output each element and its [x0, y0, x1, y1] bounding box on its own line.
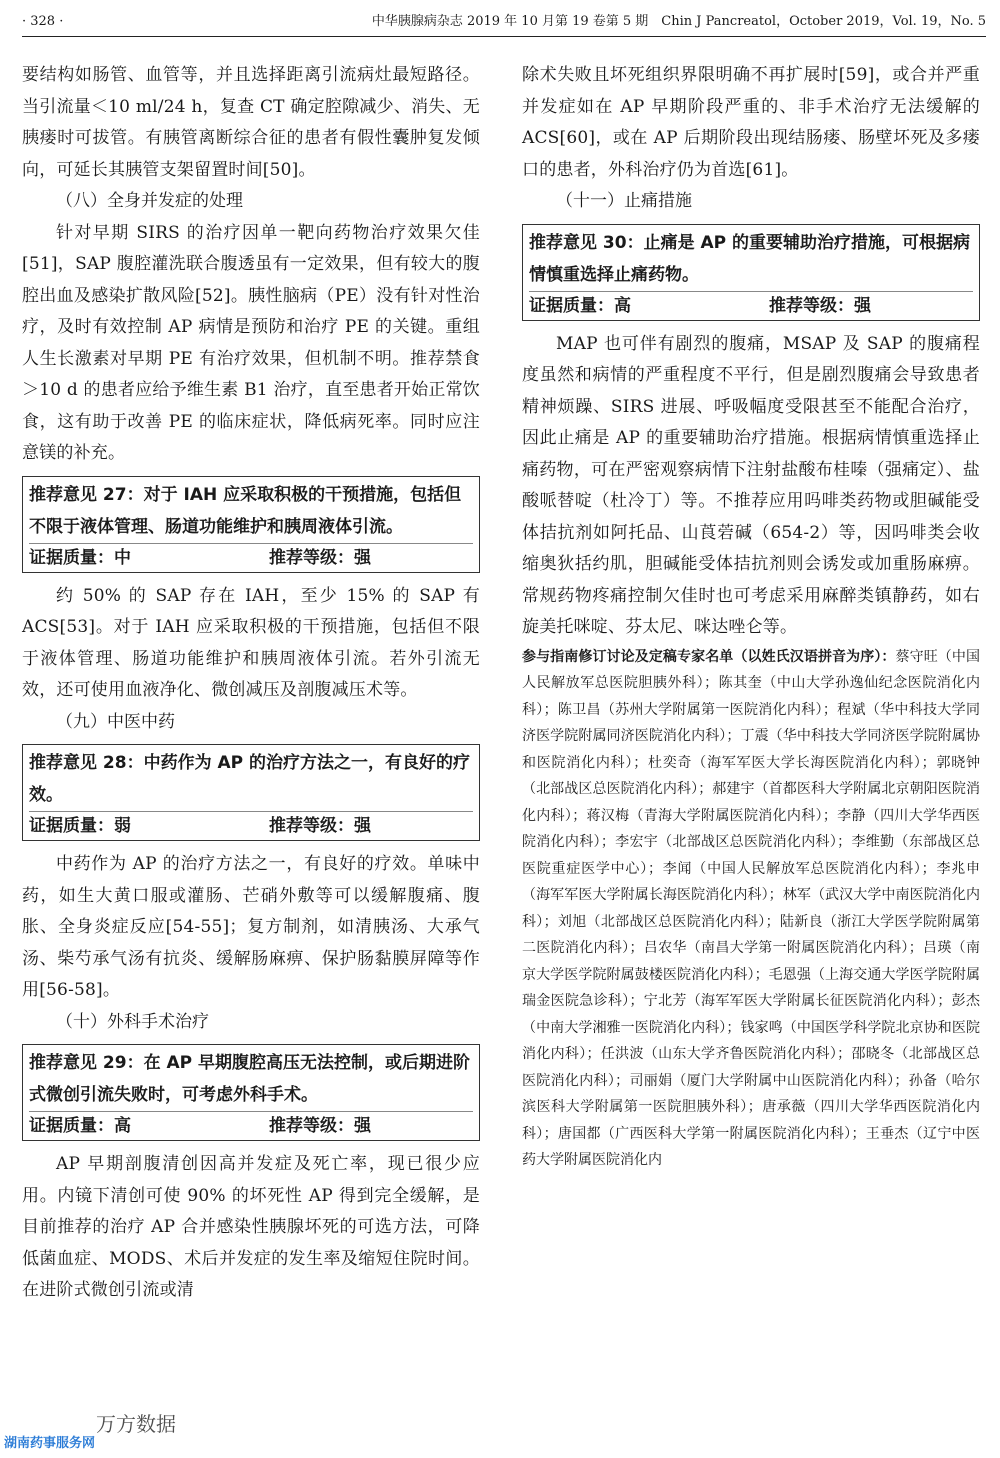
right-column	[522, 60, 980, 1174]
recommendation-footer	[29, 543, 473, 572]
recommendation-footer	[29, 1111, 473, 1140]
running-header	[22, 8, 986, 37]
recommendation-box	[22, 476, 480, 573]
recommendation-box	[22, 744, 480, 841]
recommendation-text: 推荐意见 27：对于 IAH 应采取积极的干预措施，包括但不限于液体管理、肠道功能维护和胰周液体引流。	[29, 484, 462, 537]
recommendation-grade: 推荐等级：强	[269, 816, 371, 836]
site-watermark: 湖南药事服务网	[4, 1436, 96, 1451]
evidence-quality: 证据质量：弱	[29, 816, 131, 836]
section-heading: （九）中医中药	[56, 711, 175, 732]
left-column	[22, 60, 480, 1307]
recommendation-box	[522, 224, 980, 321]
evidence-quality: 证据质量：中	[29, 547, 131, 568]
recommendation-box	[22, 1044, 480, 1141]
recommendation-grade: 推荐等级：强	[269, 547, 371, 568]
section-heading: （十）外科手术治疗	[56, 1011, 209, 1032]
expert-list-body: 蔡守旺（中国人民解放军总医院胆胰外科）；陈其奎（中山大学孙逸仙纪念医院消化内科）；陈卫昌（苏州大学附属第一医院消化内科）；程斌（华中科技大学同济医学院附属同济医院消化内科）；丁震（华中科技大学同济医学院附属协和医院消化内科）；杜奕奇（海军军医大学长海医院消化内科）；郭晓钟（北部战区总医院消化内科）；郝建宇（首都医科大学附属北京朝阳医院消化内科）；蒋汉梅（青海大学附属医院消化内科）；李静（四川大学华西医院消化内科）；李宏宇（北部战区总医院消化内科）；李维勤（东部战区总医院重症医学中心）；李闻（中国人民解放军总医院消化内科）；李兆申（海军军医大学附属长海医院消化内科）；林军（武汉大学中南医院消化内科）；刘旭（北部战区总医院消化内科）；陆新良（浙江大学医学院附属第二医院消化内科）；吕农华（南昌大学第一附属医院消化内科）；吕瑛（南京大学医学院附属鼓楼医院消化内科）；毛恩强（上海交通大学医学院附属瑞金医院急诊科）；宁北芳（海军军医大学附属长征医院消化内科）；彭杰（中南大学湘雅一医院消化内科）；钱家鸣（中国医学科学院北京协和医院消化内科）；任洪波（山东大学齐鲁医院消化内科）；邵晓冬（北部战区总医院消化内科）；司丽娟（厦门大学附属中山医院消化内科）；孙备（哈尔滨医科大学附属第一医院胆胰外科）；唐承薇（四川大学华西医院消化内科）；唐国都（广西医科大学第一附属医院消化内科）；王垂杰（辽宁中医药大学附属医院消化内	[522, 648, 980, 1168]
page-number: · 328 ·	[22, 14, 64, 29]
section-heading: （八）全身并发症的处理	[56, 191, 243, 211]
paragraph: 要结构如肠管、血管等，并且选择距离引流病灶最短路径。当引流量＜10 ml/24 h，复查 CT 确定腔隙减少、消失、无胰瘘时可拔管。有胰管离断综合征的患者有假性囊肿复发倾向，可延长其胰管支架留置时间[50]。	[22, 65, 480, 180]
paragraph: 针对早期 SIRS 的治疗因单一靶向药物治疗效果欠佳[51]，SAP 腹腔灌洗联合腹透虽有一定效果，但有较大的腹腔出血及感染扩散风险[52]。胰性脑病（PE）没有针对性治疗，及时有效控制 AP 病情是预防和治疗 PE 的关键。重组人生长激素对早期 PE 有治疗效果，但机制不明。推荐禁食＞10 d 的患者应给予维生素 B1 治疗，直至患者开始正常饮食，这有助于改善 PE 的临床症状，降低病死率。同时应注意镁的补充。	[22, 222, 480, 463]
expert-list	[522, 644, 980, 1174]
paragraph: MAP 也可伴有剧烈的腹痛，MSAP 及 SAP 的腹痛程度虽然和病情的严重程度不平行，但是剧烈腹痛会导致患者精神烦躁、SIRS 进展、呼吸幅度受限甚至不能配合治疗，因此止痛是 AP 的重要辅助治疗措施。根据病情慎重选择止痛药物，可在严密观察病情下注射盐酸布桂嗪（强痛定）、盐酸哌替啶（杜冷丁）等。不推荐应用吗啡类药物或胆碱能受体拮抗剂如阿托品、山莨菪碱（654-2）等，因吗啡类会收缩奥狄括约肌，胆碱能受体拮抗剂则会诱发或加重肠麻痹。常规药物疼痛控制欠佳时也可考虑采用麻醉类镇静药，如右旋美托咪啶、芬太尼、咪达唑仑等。	[522, 333, 980, 637]
paragraph: AP 早期剖腹清创因高并发症及死亡率，现已很少应用。内镜下清创可使 90% 的坏死性 AP 得到完全缓解，是目前推荐的治疗 AP 合并感染性胰腺坏死的可选方法，可降低菌血症、MODS、术后并发症的发生率及缩短住院时间。在进阶式微创引流或清	[22, 1154, 480, 1300]
evidence-quality: 证据质量：高	[529, 295, 631, 316]
recommendation-grade: 推荐等级：强	[269, 1116, 371, 1136]
journal-citation: 中华胰腺病杂志 2019 年 10 月第 19 卷第 5 期 Chin J Pancreatol，October 2019，Vol. 19，No. 5	[371, 14, 986, 29]
paragraph: 除术失败且坏死组织界限明确不再扩展时[59]，或合并严重并发症如在 AP 早期阶段严重的、非手术治疗无法缓解的 ACS[60]，或在 AP 后期阶段出现结肠瘘、肠壁坏死及多瘘口的患者，外科治疗仍为首选[61]。	[522, 65, 980, 180]
expert-list-heading: 参与指南修订讨论及定稿专家名单（以姓氏汉语拼音为序）：	[522, 648, 896, 665]
section-heading: （十一）止痛措施	[556, 191, 692, 211]
recommendation-footer	[29, 811, 473, 840]
recommendation-text: 推荐意见 28：中药作为 AP 的治疗方法之一，有良好的疗效。	[29, 753, 471, 805]
recommendation-grade: 推荐等级：强	[769, 295, 871, 316]
evidence-quality: 证据质量：高	[29, 1116, 131, 1136]
recommendation-footer	[529, 291, 973, 320]
recommendation-text: 推荐意见 29：在 AP 早期腹腔高压无法控制，或后期进阶式微创引流失败时，可考虑外科手术。	[29, 1053, 471, 1105]
wanfang-watermark: 万方数据	[96, 1412, 176, 1436]
paragraph: 中药作为 AP 的治疗方法之一，有良好的疗效。单味中药，如生大黄口服或灌肠、芒硝外敷等可以缓解腹痛、腹胀、全身炎症反应[54-55]；复方制剂，如清胰汤、大承气汤、柴芍承气汤有抗炎、缓解肠麻痹、保护肠黏膜屏障等作用[56-58]。	[22, 854, 480, 1000]
recommendation-text: 推荐意见 30：止痛是 AP 的重要辅助治疗措施，可根据病情慎重选择止痛药物。	[529, 232, 971, 285]
paragraph: 约 50% 的 SAP 存在 IAH，至少 15% 的 SAP 有 ACS[53]。对于 IAH 应采取积极的干预措施，包括但不限于液体管理、肠道功能维护和胰周液体引流。若外引流无效，还可使用血液净化、微创减压及剖腹减压术等。	[22, 585, 480, 700]
